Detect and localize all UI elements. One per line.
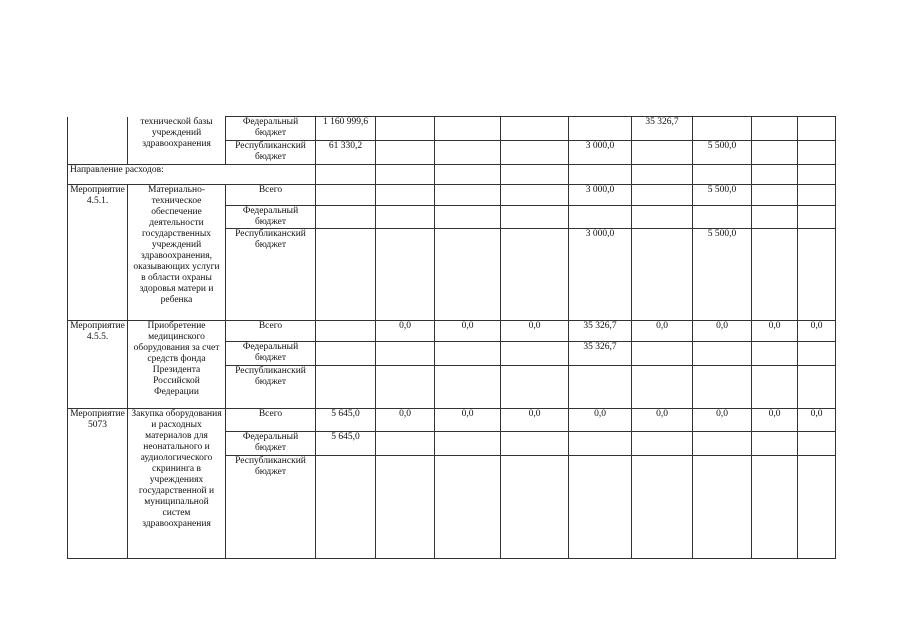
source-label: Республиканский бюджет xyxy=(226,366,316,409)
activity-name: Материально-техническое обеспечение деятельности государственных учреждений здравоохранения, оказывающих услуги в области охраны здоровья матери и ребенка xyxy=(128,185,226,321)
cell-total: 61 330,2 xyxy=(316,141,376,165)
cell-value: 0,0 xyxy=(501,321,569,342)
cell-total: 1 160 999,6 xyxy=(316,117,376,141)
cell-value: 3 000,0 xyxy=(569,185,632,206)
cell-value: 3 000,0 xyxy=(569,141,632,165)
cell-value: 0,0 xyxy=(752,321,798,342)
source-label: Федеральный бюджет xyxy=(226,117,316,141)
cell-value: 0,0 xyxy=(376,409,435,432)
source-label: Федеральный бюджет xyxy=(226,432,316,456)
table-row xyxy=(68,185,836,206)
cell-value: 35 326,7 xyxy=(569,321,632,342)
cell-value: 3 000,0 xyxy=(569,229,632,321)
cell-value: 5 645,0 xyxy=(316,432,376,456)
source-label: Республиканский бюджет xyxy=(226,229,316,321)
budget-table xyxy=(67,116,836,559)
cell-value: 5 500,0 xyxy=(693,141,752,165)
source-label: Федеральный бюджет xyxy=(226,206,316,229)
source-label: Всего xyxy=(226,321,316,342)
activity-name: Закупка оборудования и расходных материалов для неонатального и аудиологического скрининга в учреждениях государственной и муниципальной систем здравоохранения xyxy=(128,409,226,559)
cell-value: 0,0 xyxy=(376,321,435,342)
cell-value: 0,0 xyxy=(501,409,569,432)
cell-value: 0,0 xyxy=(798,409,836,432)
measure-code: Мероприятие 5073 xyxy=(68,409,128,559)
cell-value: 5 500,0 xyxy=(693,229,752,321)
source-label: Федеральный бюджет xyxy=(226,342,316,366)
cell-value: 0,0 xyxy=(435,409,501,432)
cell-value: 0,0 xyxy=(693,409,752,432)
cell-value: 5 500,0 xyxy=(693,185,752,206)
cell-value: 0,0 xyxy=(569,409,632,432)
cell-value: 0,0 xyxy=(752,409,798,432)
measure-code: Мероприятие 4.5.5. xyxy=(68,321,128,409)
measure-code: Мероприятие 4.5.1. xyxy=(68,185,128,321)
cell-value: 0,0 xyxy=(435,321,501,342)
table-row xyxy=(68,321,836,342)
source-label: Всего xyxy=(226,185,316,206)
activity-name: Приобретение медицинского оборудования за счет средств фонда Президента Российской Федерации xyxy=(128,321,226,409)
cell-value: 35 326,7 xyxy=(632,117,693,141)
section-heading: Направление расходов: xyxy=(68,165,316,185)
source-label: Республиканский бюджет xyxy=(226,141,316,165)
table-row xyxy=(68,409,836,432)
cell-value: 0,0 xyxy=(798,321,836,342)
cell-value: 0,0 xyxy=(632,321,693,342)
activity-name: технической базы учреждений здравоохранения xyxy=(128,117,226,165)
source-label: Всего xyxy=(226,409,316,432)
table-row xyxy=(68,165,836,185)
source-label: Республиканский бюджет xyxy=(226,456,316,559)
cell-value: 5 645,0 xyxy=(316,409,376,432)
cell-value: 35 326,7 xyxy=(569,342,632,366)
cell-value: 0,0 xyxy=(693,321,752,342)
table-row xyxy=(68,117,836,141)
cell-value: 0,0 xyxy=(632,409,693,432)
